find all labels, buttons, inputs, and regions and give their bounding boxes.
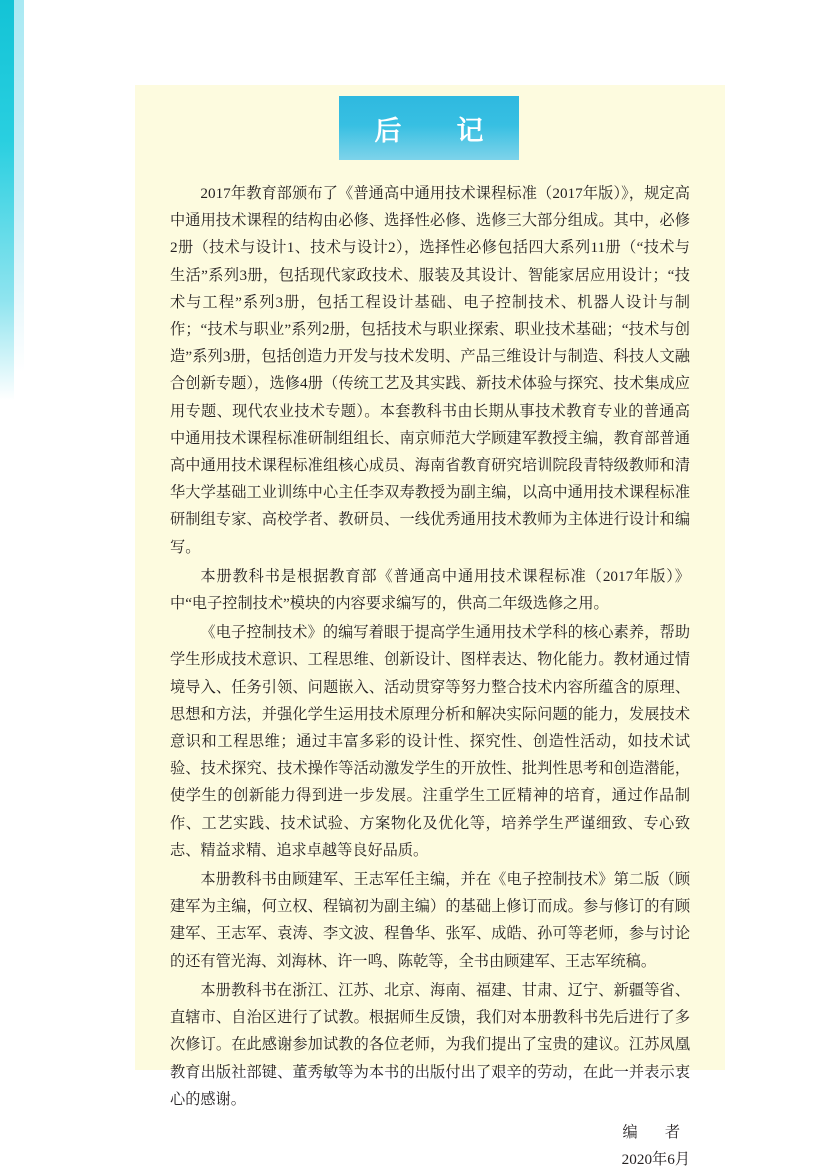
page-title: 后 记 — [374, 115, 498, 146]
signature-block — [170, 1119, 690, 1173]
page-title-banner — [339, 96, 519, 160]
paragraph: 《电子控制技术》的编写着眼于提高学生通用技术学科的核心素养，帮助学生形成技术意识、工程思维、创新设计、图样表达、物化能力。教材通过情境导入、任务引领、问题嵌入、活动贯穿等努力整合技术内容所蕴含的原理、思想和方法，并强化学生运用技术原理分析和解决实际问题的能力，发展技术意识和工程思维；通过丰富多彩的设计性、探究性、创造性活动，如技术试验、技术探究、技术操作等活动激发学生的开放性、批判性思考和创造潜能，使学生的创新能力得到进一步发展。注重学生工匠精神的培育，通过作品制作、工艺实践、技术试验、方案物化及优化等，培养学生严谨细致、专心致志、精益求精、追求卓越等良好品质。 — [170, 624, 690, 859]
afterword-body — [170, 180, 690, 1173]
decorative-stripe-outer — [0, 0, 14, 400]
decorative-stripe-inner — [14, 0, 24, 372]
paragraph: 本册教科书由顾建军、王志军任主编，并在《电子控制技术》第二版（顾建军为主编，何立权、程镐初为副主编）的基础上修订而成。参与修订的有顾建军、王志军、袁涛、李文波、程鲁华、张军、成皓、孙可等老师，参与讨论的还有管光海、刘海林、许一鸣、陈乾等，全书由顾建军、王志军统稿。 — [170, 871, 690, 970]
paragraph: 本册教科书是根据教育部《普通高中通用技术课程标准（2017年版）》中“电子控制技术”模块的内容要求编写的，供高二年级选修之用。 — [170, 567, 690, 613]
paragraph: 2017年教育部颁布了《普通高中通用技术课程标准（2017年版）》，规定高中通用技术课程的结构由必修、选择性必修、选修三大部分组成。其中，必修2册（技术与设计1、技术与设计2），选择性必修包括四大系列11册（“技术与生活”系列3册，包括现代家政技术、服装及其设计、智能家居应用设计；“技术与工程”系列3册，包括工程设计基础、电子控制技术、机器人设计与制作；“技术与职业”系列2册，包括技术与职业探索、职业技术基础；“技术与创造”系列3册，包括创造力开发与技术发明、产品三维设计与制造、科技人文融合创新专题），选修4册（传统工艺及其实践、新技术体验与探究、技术集成应用专题、现代农业技术专题）。本套教科书由长期从事技术教育专业的普通高中通用技术课程标准研制组组长、南京师范大学顾建军教授主编，教育部普通高中通用技术课程标准组核心成员、海南省教育研究培训院段青特级教师和清华大学基础工业训练中心主任李双寿教授为副主编，以高中通用技术课程标准研制组专家、高校学者、教研员、一线优秀通用技术教师为主体进行设计和编写。 — [170, 185, 690, 556]
paragraph: 本册教科书在浙江、江苏、北京、海南、福建、甘肃、辽宁、新疆等省、直辖市、自治区进行了试教。根据师生反馈，我们对本册教科书先后进行了多次修订。在此感谢参加试教的各位老师，为我们提出了宝贵的建议。江苏凤凰教育出版社部键、董秀敏等为本书的出版付出了艰辛的劳动，在此一并表示衷心的感谢。 — [170, 981, 690, 1108]
signature-date: 2020年6月 — [621, 1151, 690, 1169]
signature-author: 编 者 — [622, 1123, 686, 1141]
